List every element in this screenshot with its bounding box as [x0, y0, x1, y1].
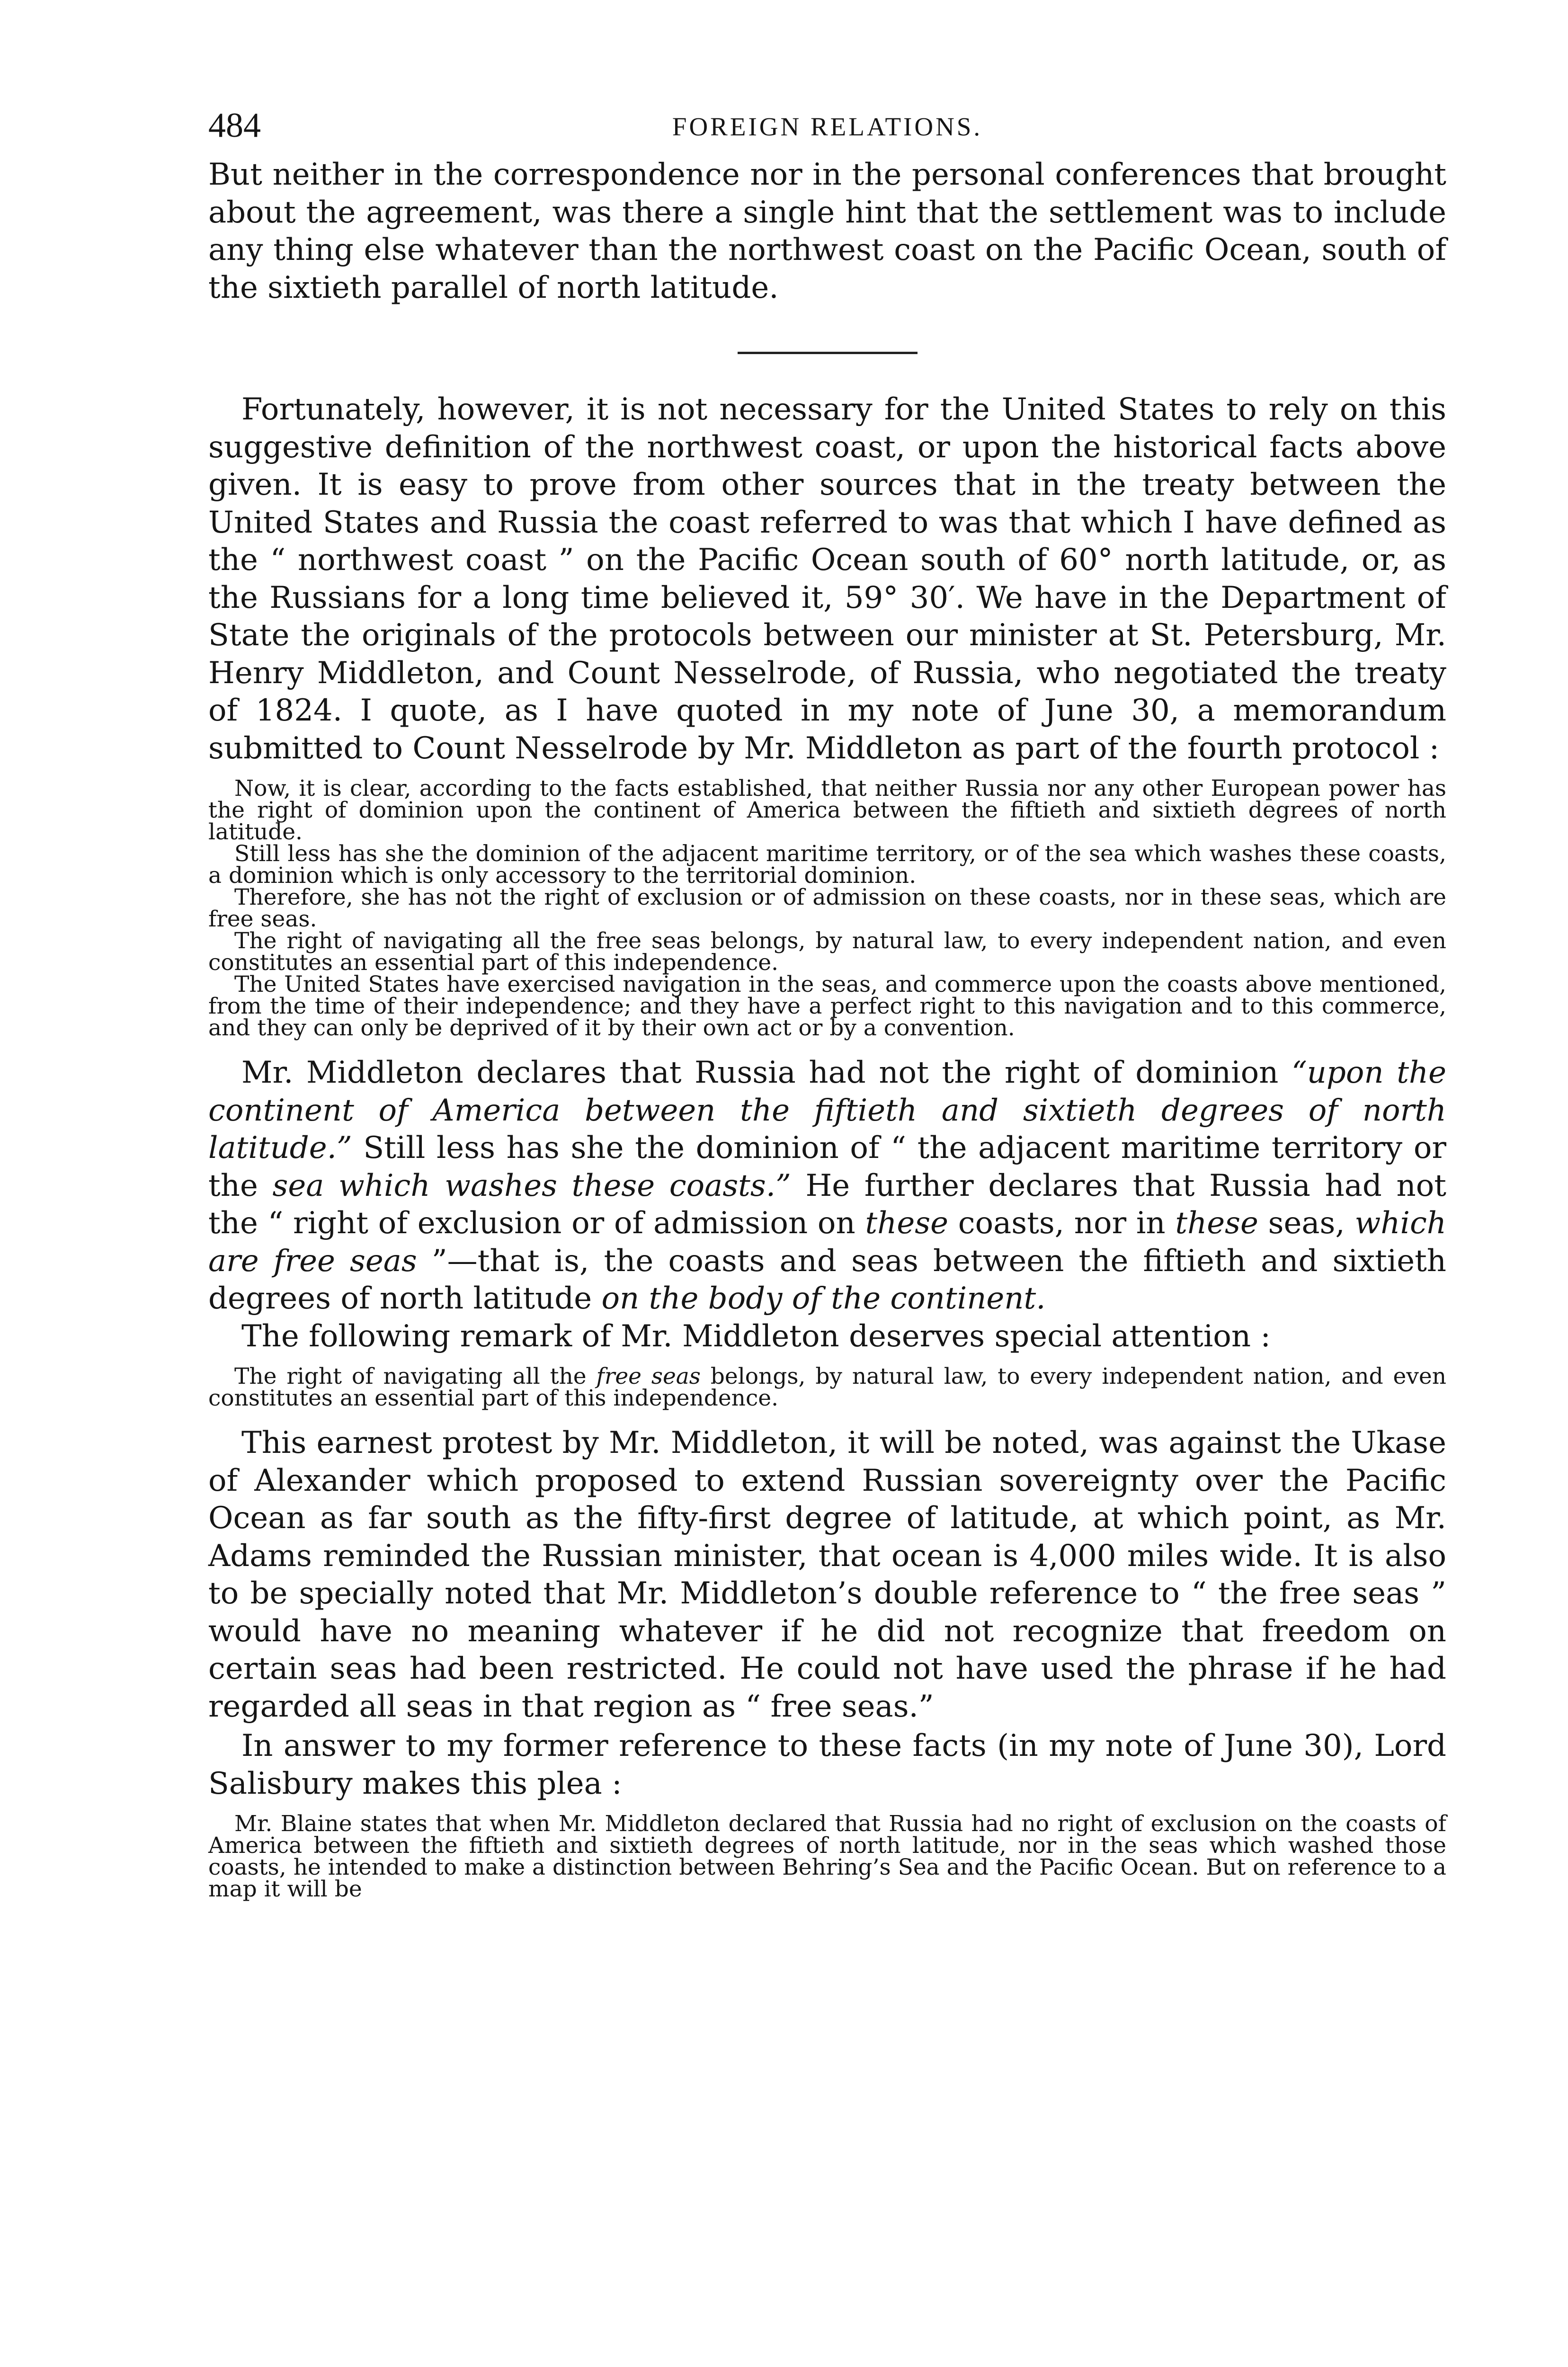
paragraph-1: But neither in the correspondence nor in the personal conferences that brought about the agreement, was there a single hint that the settlement was to include any thing else whatever than the northwest coast on the Pacific Ocean, south of the sixtieth parallel of north latitude.	[208, 157, 1446, 305]
page-header	[208, 104, 1446, 156]
paragraph-5: This earnest protest by Mr. Middleton, it will be noted, was against the Ukase of Alexander which proposed to extend Russian sovereignty over the Pacific Ocean as far south as the fifty-first degree of latitude, at which point, as Mr. Adams reminded the Russian minister, that ocean is 4,000 miles wide. It is also to be specially noted that Mr. Middleton’s double reference to “ the free seas ” would have no meaning whatever if he did not recognize that freedom on certain seas had been restricted. He could not have used the phrase if he had regarded all seas in that region as “ free seas.”	[208, 1425, 1446, 1724]
document-page	[208, 104, 1446, 1900]
paragraph-2: Fortunately, however, it is not necessary for the United States to rely on this suggestive definition of the northwest coast, or upon the historical facts above given. It is easy to prove from other sources that in the treaty between the United States and Russia the coast referred to was that which I have defined as the “ northwest coast ” on the Pacific Ocean south of 60° north latitude, or, as the Russians for a long time believed it, 59° 30′. We have in the Department of State the originals of the protocols between our minister at St. Petersburg, Mr. Henry Middleton, and Count Nesselrode, of Russia, who negotiated the treaty of 1824. I quote, as I have quoted in my note of June 30, a memorandum submitted to Count Nesselrode by Mr. Middleton as part of the fourth protocol :	[208, 392, 1446, 766]
quote-7: Mr. Blaine states that when Mr. Middleton declared that Russia had no right of exclusion on the coasts of America between the fiftieth and sixtieth degrees of north latitude, nor in the seas which washed those coasts, he intended to make a distinction between Behring’s Sea and the Pacific Ocean. But on reference to a map it will be	[208, 1811, 1446, 1902]
quote-6: The right of navigating all the free seas belongs, by natural law, to every independent nation, and even constitutes an essential part of this independence.	[208, 1363, 1446, 1411]
quote-3: Therefore, she has not the right of exclusion or of admission on these coasts, nor in these seas, which are free seas.	[208, 884, 1446, 932]
running-head: FOREIGN RELATIONS.	[672, 112, 983, 141]
paragraph-3: Mr. Middleton declares that Russia had not the right of dominion “upon the continent of America between the fiftieth and sixtieth degrees of north latitude.” Still less has she the dominion of “ the adjacent maritime territory or the sea which washes these coasts.” He further declares that Russia had not the “ right of exclusion or of admission on these coasts, nor in these seas, which are free seas ”—that is, the coasts and seas between the fiftieth and sixtieth degrees of north latitude on the body of the continent.	[208, 1055, 1447, 1316]
quote-5: The United States have exercised navigation in the seas, and commerce upon the coasts above mentioned, from the time of their independence; and they have a perfect right to this navigation and to this commerce, and they can only be deprived of it by their own act or by a convention.	[208, 971, 1446, 1041]
paragraph-6: In answer to my former reference to these facts (in my note of June 30), Lord Salisbury makes this plea :	[208, 1728, 1446, 1801]
quote-1: Now, it is clear, according to the facts established, that neither Russia nor any other European power has the right of dominion upon the continent of America between the fiftieth and sixtieth degrees of north latitude.	[208, 775, 1446, 845]
page-number: 484	[208, 106, 261, 145]
quote-2: Still less has she the dominion of the adjacent maritime territory, or of the sea which washes these coasts, a dominion which is only accessory to the territorial dominion.	[208, 841, 1446, 889]
quote-4: The right of navigating all the free seas belongs, by natural law, to every independent nation, and even constitutes an essential part of this independence.	[208, 928, 1446, 976]
paragraph-4: The following remark of Mr. Middleton deserves special attention :	[241, 1318, 1271, 1354]
